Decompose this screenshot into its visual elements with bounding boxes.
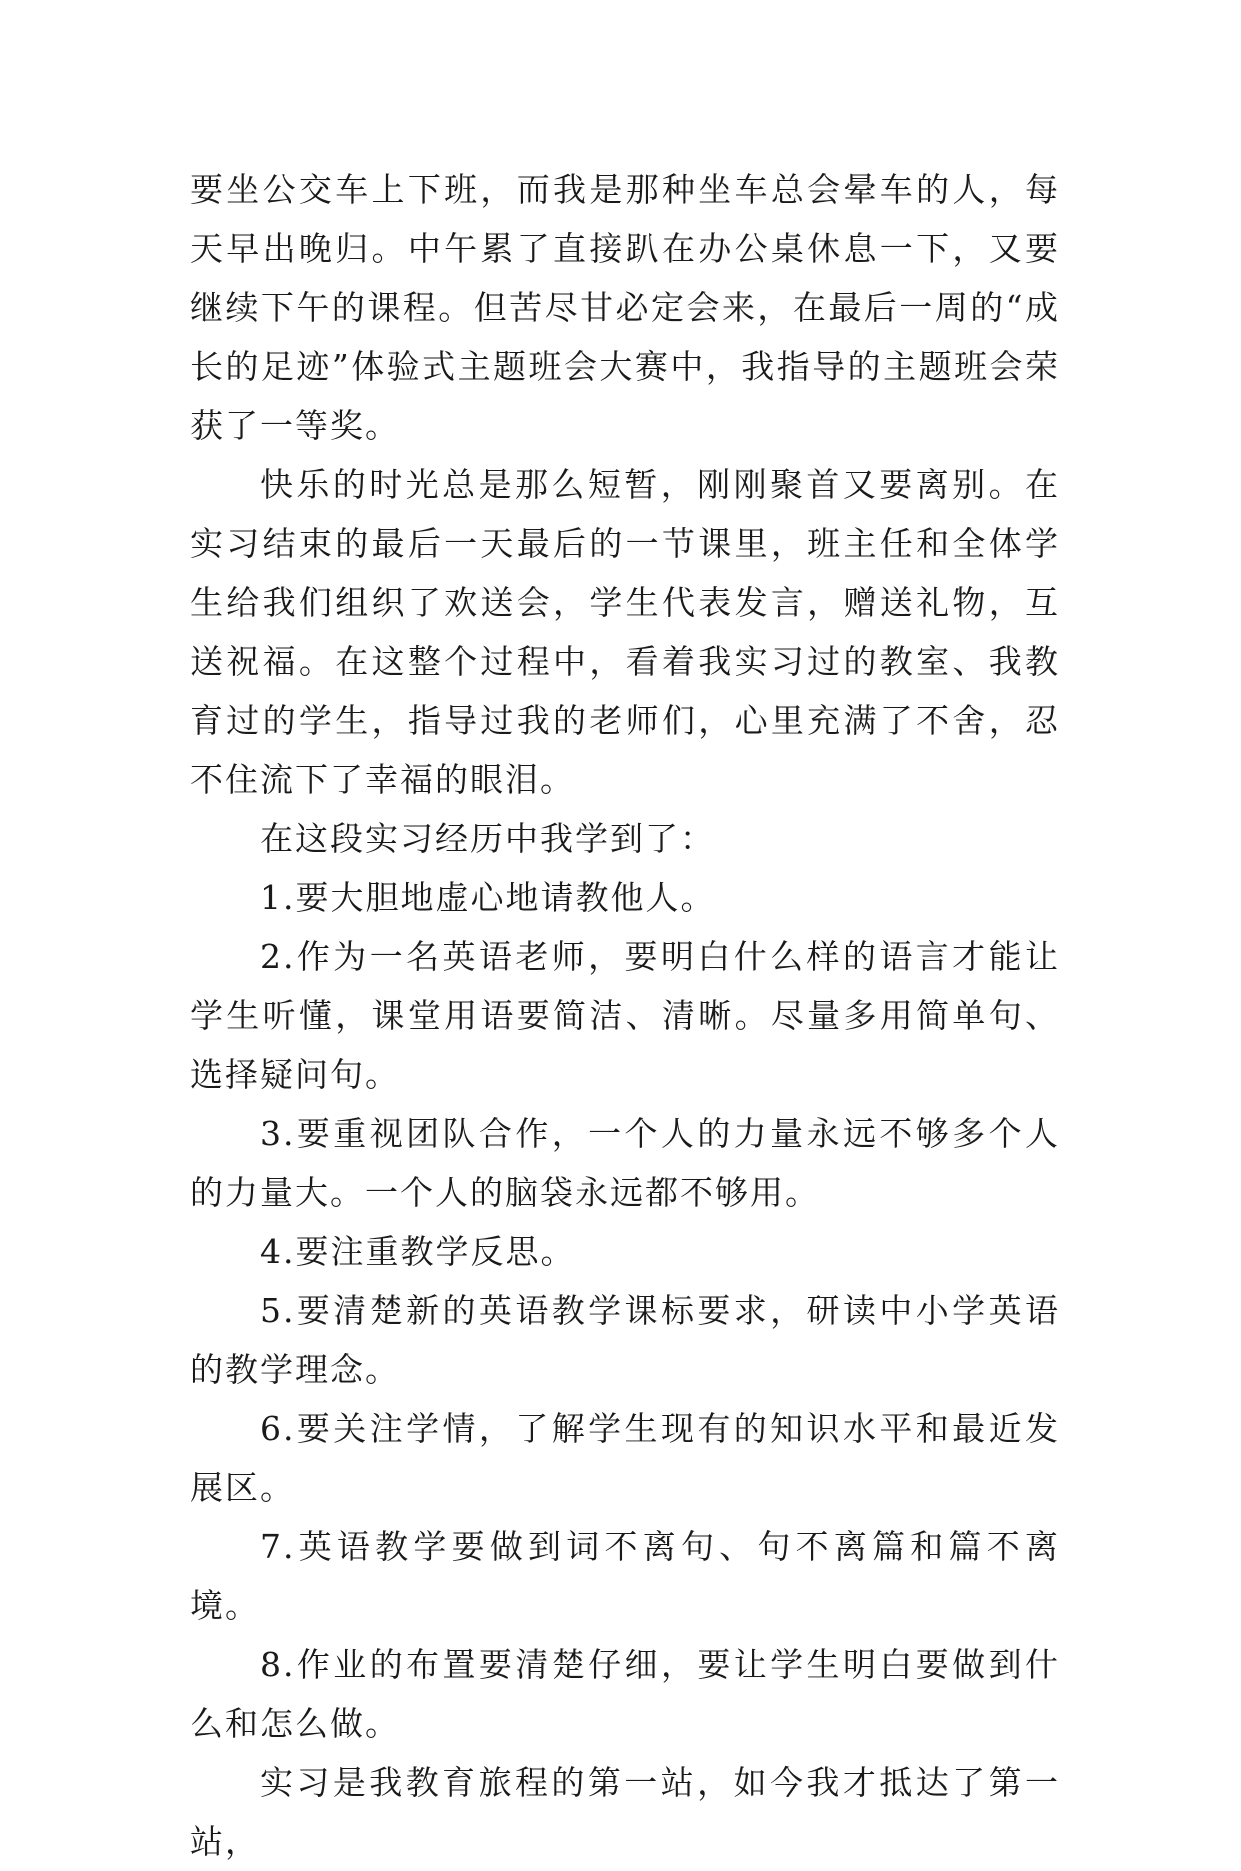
list-item: 4.要注重教学反思。	[260, 1232, 576, 1271]
paragraph: 快乐的时光总是那么短暂，刚刚聚首又要离别。在实习结束的最后一天最后的一节课里，班主任和全体学生给我们组织了欢送会，学生代表发言，赠送礼物，互送祝福。在这整个过程中，看着我实习过的教室、我教育过的学生，指导过我的老师们，心里充满了不舍，忍不住流下了幸福的眼泪。	[190, 465, 1060, 799]
list-item: 6.要关注学情，了解学生现有的知识水平和最近发展区。	[190, 1409, 1060, 1507]
list-item: 2.作为一名英语老师，要明白什么样的语言才能让学生听懂，课堂用语要简洁、清晰。尽量多用简单句、选择疑问句。	[190, 937, 1060, 1094]
paragraph: 实习是我教育旅程的第一站，如今我才抵达了第一站，	[190, 1763, 1060, 1861]
list-item: 7.英语教学要做到词不离句、句不离篇和篇不离境。	[190, 1527, 1060, 1625]
list-item: 8.作业的布置要清楚仔细，要让学生明白要做到什么和怎么做。	[190, 1645, 1060, 1743]
list-item: 5.要清楚新的英语教学课标要求，研读中小学英语的教学理念。	[190, 1291, 1060, 1389]
list-item: 3.要重视团队合作，一个人的力量永远不够多个人的力量大。一个人的脑袋永远都不够用。	[190, 1114, 1060, 1212]
document-body	[190, 160, 1060, 1871]
paragraph: 在这段实习经历中我学到了：	[260, 819, 715, 858]
paragraph: 要坐公交车上下班，而我是那种坐车总会晕车的人，每天早出晚归。中午累了直接趴在办公桌休息一下，又要继续下午的课程。但苦尽甘必定会来，在最后一周的“成长的足迹”体验式主题班会大赛中，我指导的主题班会荣获了一等奖。	[190, 170, 1060, 445]
list-item: 1.要大胆地虚心地请教他人。	[260, 878, 716, 917]
